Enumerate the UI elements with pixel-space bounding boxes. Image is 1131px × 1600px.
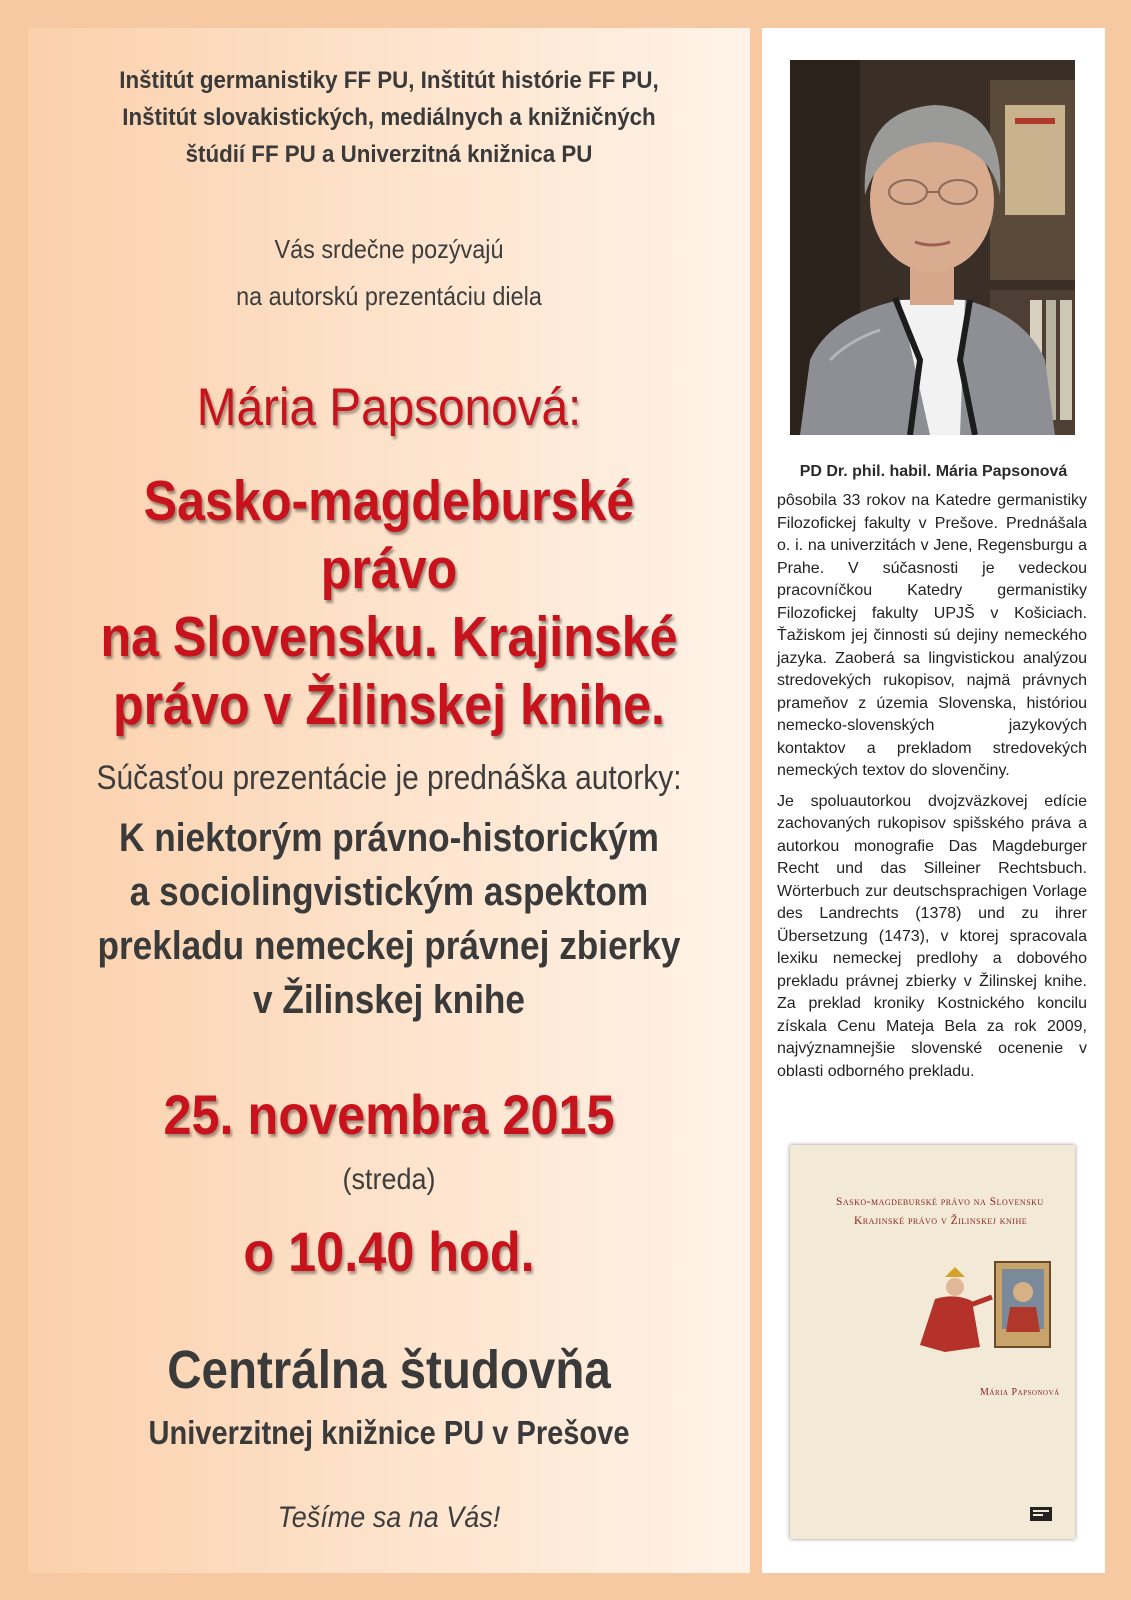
- book-cover-title-line: Krajinské právo v Žilinskej knihe: [854, 1215, 1028, 1227]
- organizers-line: štúdií FF PU a Univerzitná knižnica PU: [185, 141, 593, 168]
- author-portrait-illustration: [790, 60, 1075, 435]
- event-date: 25. novembra 2015: [163, 1083, 615, 1146]
- lecture-title-line: v Žilinskej knihe: [253, 978, 525, 1022]
- book-cover-title: [836, 1193, 1066, 1231]
- organizers-line: Inštitút slovakistických, mediálnych a knižničných: [122, 104, 656, 131]
- work-title-line: Sasko-magdeburské právo: [143, 469, 635, 601]
- lecture-intro: Súčasťou prezentácie je prednáška autorky:: [96, 759, 682, 797]
- invitation-line: Vás srdečne pozývajú: [274, 234, 504, 264]
- organizers-line: Inštitút germanistiky FF PU, Inštitút histórie FF PU,: [119, 67, 659, 94]
- event-venue: Centrálna študovňa: [167, 1340, 611, 1400]
- book-cover-title-line: Sasko-magdeburské právo na Slovensku: [836, 1196, 1044, 1208]
- lecture-title-line: prekladu nemeckej právnej zbierky: [97, 924, 681, 968]
- bio-paragraph: pôsobila 33 rokov na Katedre germanistiky Filozofickej fakulty v Prešove. Prednášala o. i. na univerzitách v Jene, Regensburgu a Prahe. V súčasnosti je vedeckou pracovníčkou Katedry germanistiky Filozofickej fakulty UPJŠ v Košiciach. Ťažiskom jej činnosti sú dejiny nemeckého jazyka. Zaoberá sa lingvistickou analýzou stredovekých rukopisov, najmä právnych prameňov z územia Slovenska, históriou nemecko-slovenských jazykových kontaktov a prekladom stredovekých nemeckých textov do slovenčiny.: [777, 492, 1087, 779]
- lecture-title: [71, 811, 706, 1027]
- lecture-title-line: a sociolingvistickým aspektom: [129, 870, 649, 914]
- book-cover-illumination: [910, 1257, 1060, 1362]
- bio-paragraph: Je spoluautorkou dvojzväzkovej edície zachovaných rukopisov spišského práva a autorkou monografie Das Magdeburger Recht und das Silleiner Rechtsbuch. Wörterbuch zur deutschsprachigen Vorlage des Landrechts (1378) und zu ihrer Übersetzung (1473), v ktorej spracovala lexiku nemeckej predlohy a dobového prekladu právnej zbierky v Žilinskej knihe. Za preklad kroniky Kostnického koncilu získala Cenu Mateja Bela za rok 2009, najvýznamnejšie slovenské ocenenie v oblasti odborného prekladu.: [777, 792, 1087, 1080]
- work-title-line: na Slovensku. Krajinské: [100, 605, 678, 669]
- closing-greeting: Tešíme sa na Vás!: [277, 1501, 501, 1534]
- book-cover-author: Mária Papsonová: [980, 1387, 1060, 1398]
- author-photo: [790, 60, 1075, 435]
- invitation-line: na autorskú prezentáciu diela: [236, 281, 542, 311]
- work-author: Mária Papsonová:: [196, 378, 582, 437]
- organizers-block: [53, 62, 724, 173]
- work-title: [71, 467, 706, 739]
- author-bio: [777, 490, 1087, 1091]
- bio-heading: PD Dr. phil. habil. Mária Papsonová: [799, 463, 1068, 480]
- book-cover-initial: 6: [958, 1311, 967, 1331]
- book-cover: [790, 1145, 1075, 1539]
- lecture-title-line: K niektorým právno-historickým: [119, 816, 659, 860]
- event-weekday: (streda): [342, 1163, 436, 1196]
- event-time: o 10.40 hod.: [243, 1220, 535, 1283]
- publisher-logo-icon: [1030, 1507, 1052, 1521]
- work-title-line: právo v Žilinskej knihe.: [113, 673, 665, 737]
- event-venue-subtitle: Univerzitnej knižnice PU v Prešove: [148, 1414, 630, 1451]
